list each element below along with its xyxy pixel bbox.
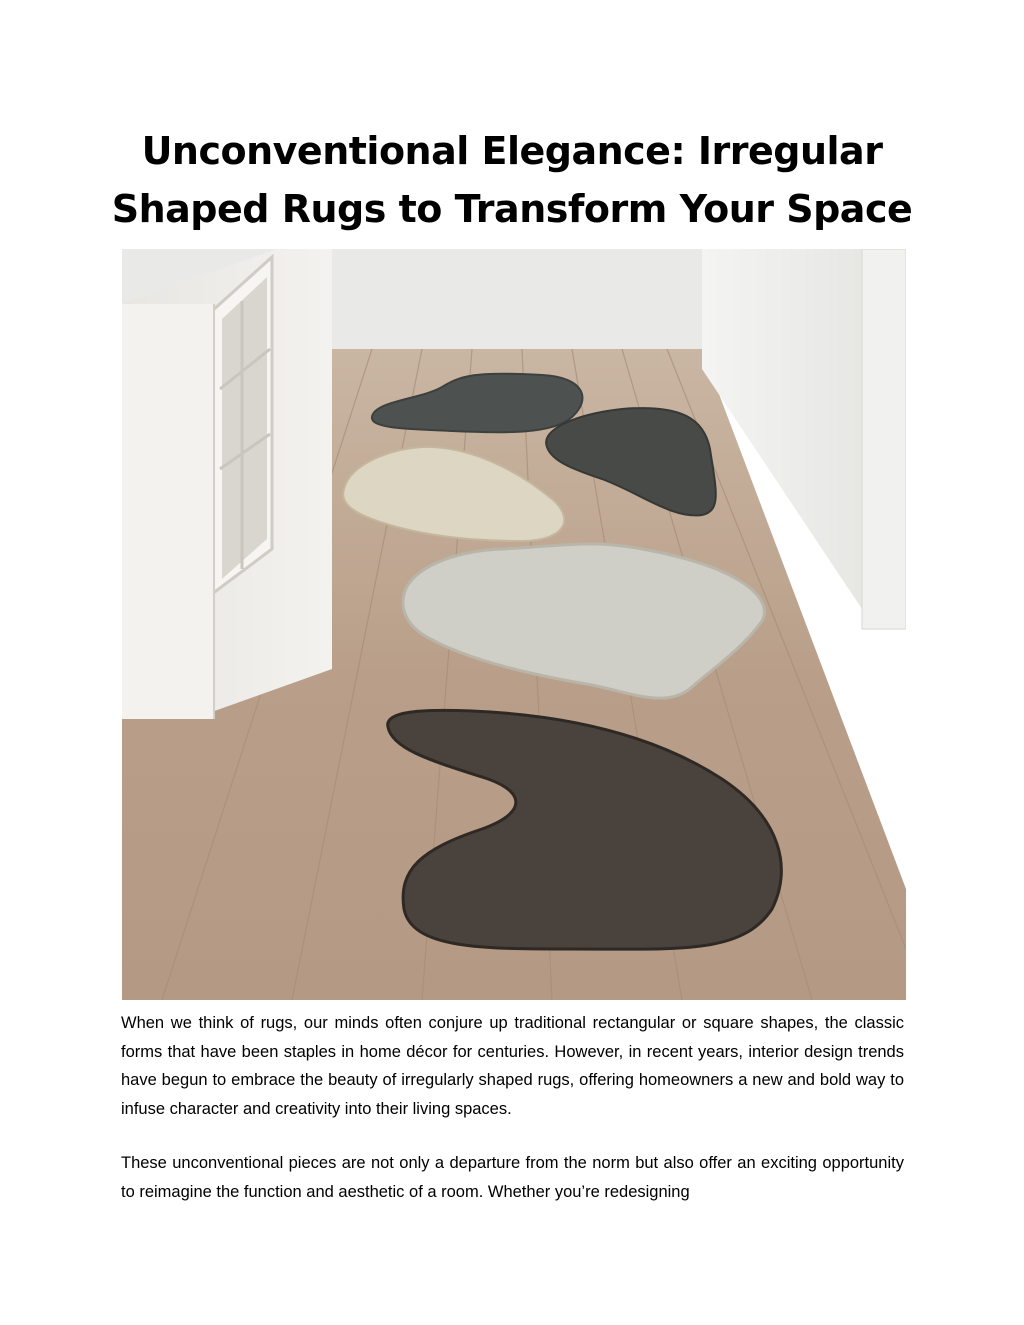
article-title: Unconventional Elegance: Irregular Shaped Rugs to Transform Your Space bbox=[111, 129, 913, 231]
paragraph-second: These unconventional pieces are not only a departure from the norm but also offer an exciting opportunity to reimagine the function and aesthetic of a room. Whether you’re redesigning bbox=[121, 1154, 904, 1201]
left-cabinet bbox=[122, 249, 332, 719]
rugs-photo bbox=[122, 249, 906, 1000]
paragraph-intro: When we think of rugs, our minds often conjure up traditional rectangular or square shapes, the classic forms that have been staples in home décor for centuries. However, in recent years, interior design trends have begun to embrace the beauty of irregularly shaped rugs, offering homeowners a new and bold way to infuse character and creativity into their living spaces. bbox=[121, 1014, 904, 1118]
